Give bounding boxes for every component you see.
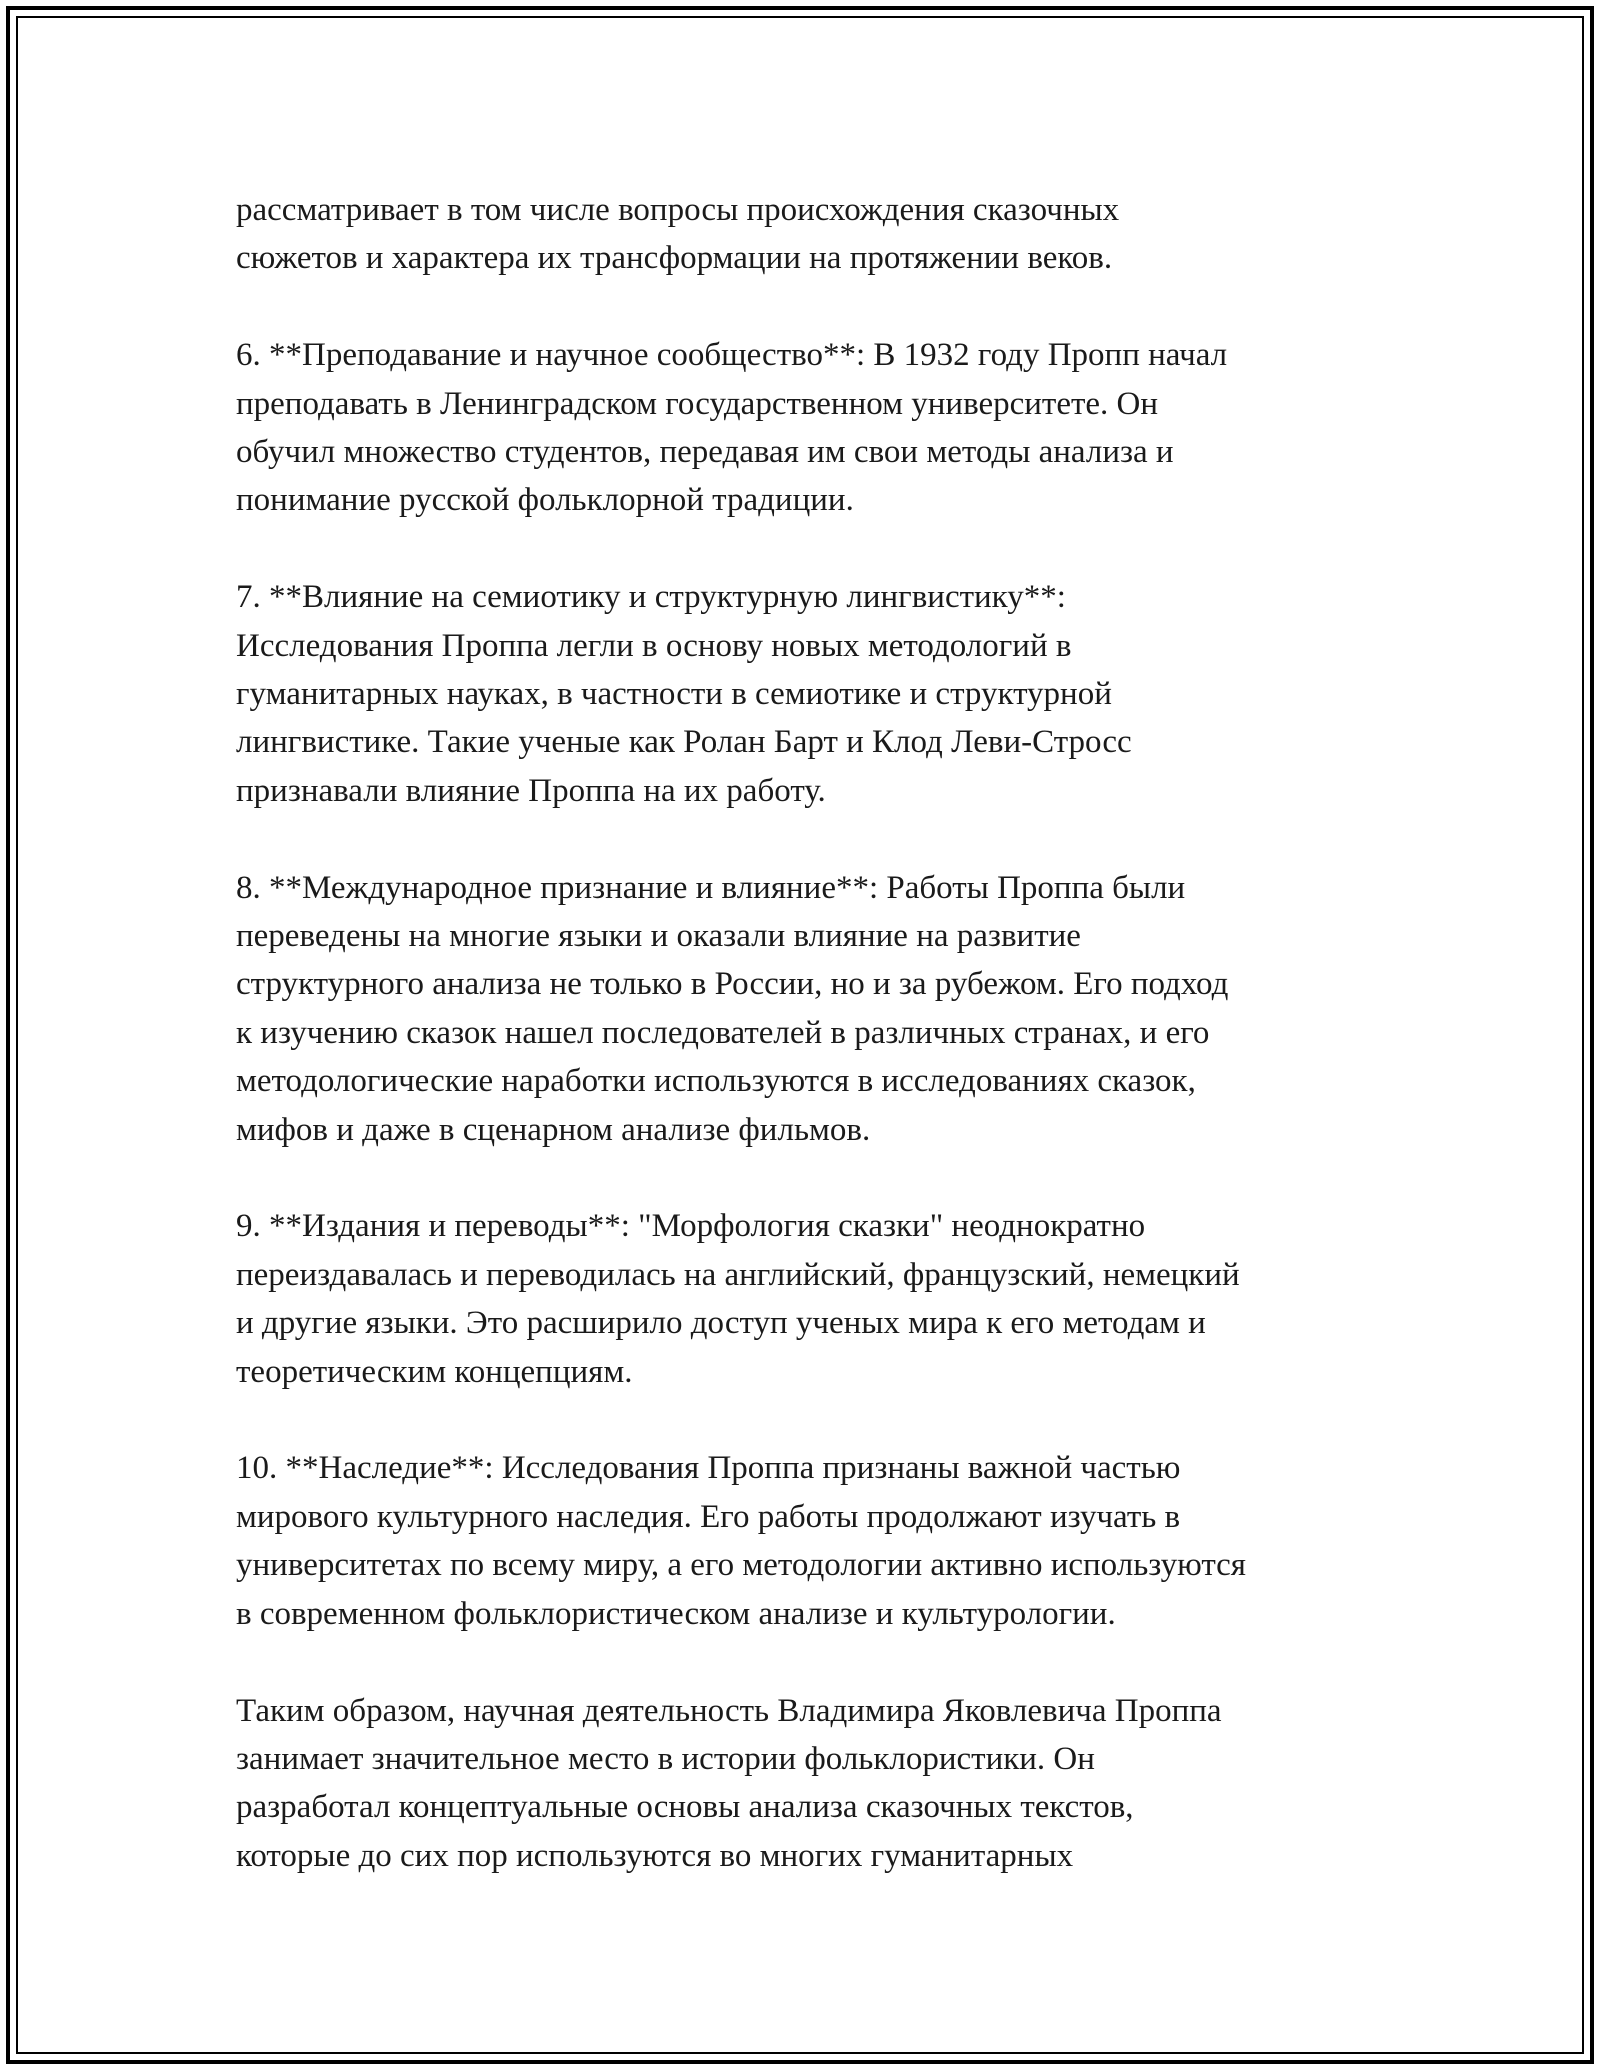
paragraph-teaching: 6. **Преподавание и научное сообщество**: В 1932 году Пропп начал преподавать в Ленинградском государственном университете. Он обучил множество студентов, передавая им свои методы анализа и понимание русской фольклорной традиции. <box>236 337 1228 519</box>
paragraph-conclusion: Таким образом, научная деятельность Владимира Яковлевича Проппа занимает значительное место в истории фольклористики. Он разработал концептуальные основы анализа сказочных текстов, которые до сих пор используются во многих гуманитарных <box>236 1692 1222 1874</box>
document-body <box>236 186 1396 1880</box>
paragraph-editions-translations: 9. **Издания и переводы**: "Морфология сказки" неоднократно переиздавалась и переводилась на английский, французский, немецкий и другие языки. Это расширило доступ ученых мира к его методам и теоретическим концепциям. <box>236 1208 1240 1390</box>
paragraph-semiotics: 7. **Влияние на семиотику и структурную лингвистику**: Исследования Проппа легли в основу новых методологий в гуманитарных науках, в частности в семиотике и структурной лингвистике. Такие ученые как Ролан Барт и Клод Леви-Стросс признавали влияние Проппа на их работу. <box>236 579 1132 809</box>
paragraph-international-recognition: 8. **Международное признание и влияние**: Работы Проппа были переведены на многие языки и оказали влияние на развитие структурного анализа не только в России, но и за рубежом. Его подход к изучению сказок нашел последователей в различных странах, и его методологические наработки используются в исследованиях сказок, мифов и даже в сценарном анализе фильмов. <box>236 869 1229 1148</box>
paragraph-continuation: рассматривает в том числе вопросы происхождения сказочных сюжетов и характера их трансформации на протяжении веков. <box>236 192 1120 277</box>
paragraph-legacy: 10. **Наследие**: Исследования Проппа признаны важной частью мирового культурного наследия. Его работы продолжают изучать в университетах по всему миру, а его методологии активно используются в современном фольклористическом анализе и культурологии. <box>236 1450 1246 1632</box>
